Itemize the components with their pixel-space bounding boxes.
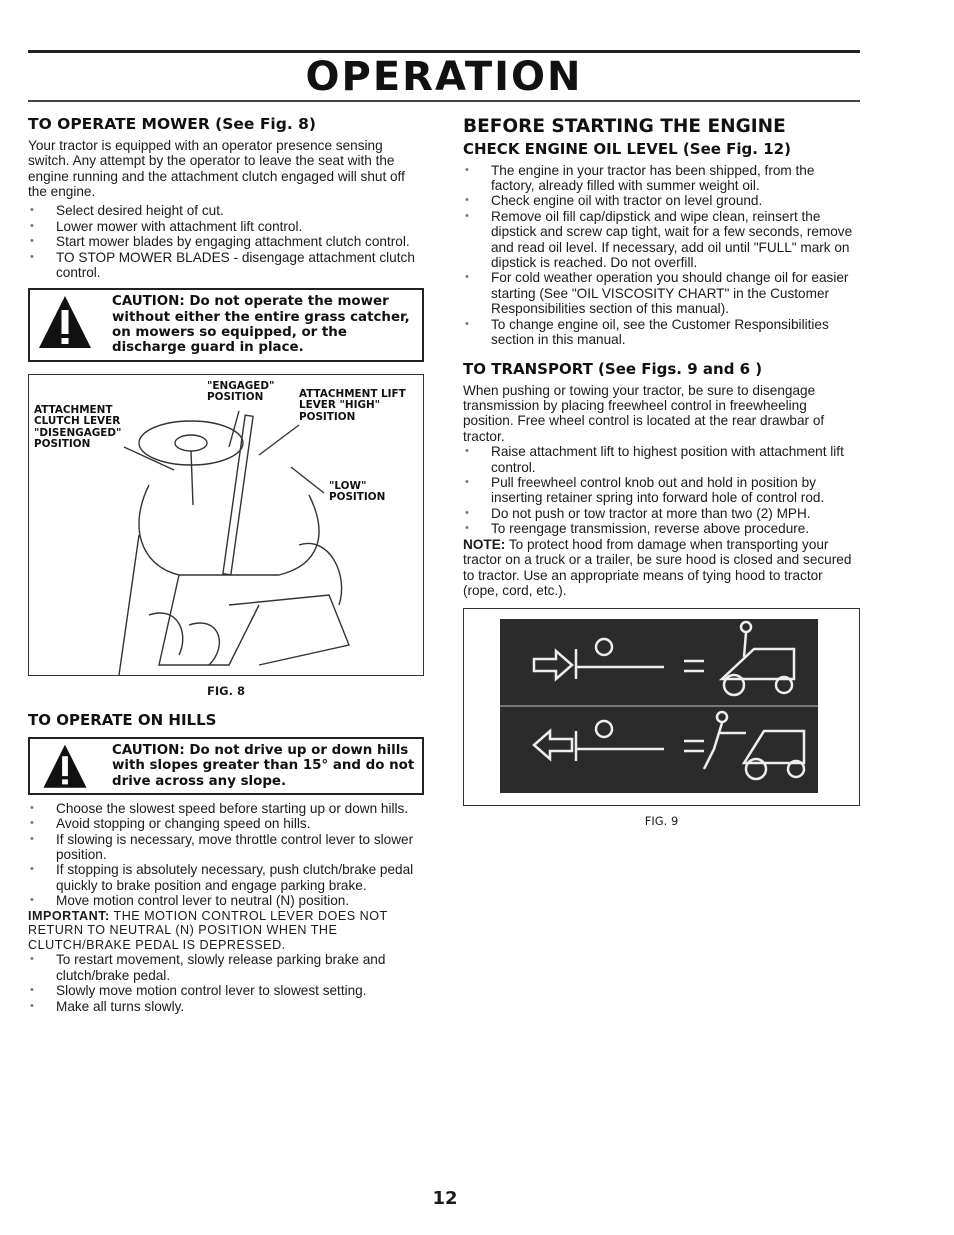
list-item: • Do not push or tow tractor at more than two (2) MPH. [463,506,860,521]
list-item: • Check engine oil with tractor on level ground. [463,193,860,208]
list-item: • Remove oil fill cap/dipstick and wipe clean, reinsert the dipstick and screw cap tight, wait for a few seconds, remove and read oil level. If necessary, add oil until "FULL" mark on dipstick is reached. Do not overfill. [463,209,860,271]
list-item: • TO STOP MOWER BLADES - disengage attachment clutch control. [28,250,424,281]
freewheel-diagram-icon [464,609,859,805]
list-item: • If slowing is necessary, move throttle control lever to slower position. [28,832,424,863]
oil-bullets [463,163,860,348]
list-item: • Avoid stopping or changing speed on hills. [28,816,424,831]
check-oil-subheading: CHECK ENGINE OIL LEVEL (See Fig. 12) [463,140,791,159]
mower-caution-box [28,288,424,361]
list-item: • To change engine oil, see the Customer Responsibilities section in this manual. [463,317,860,348]
hills-bullets-2 [28,952,424,1014]
fig9-illustration [463,608,860,806]
fig9-caption: FIG. 9 [644,814,679,829]
transport-intro: When pushing or towing your tractor, be sure to disengage transmission by placing freewheel control in freewheeling position. Free wheel control is located at the rear drawbar of tractor. [463,382,825,444]
left-column [28,116,424,1014]
fig8-caption: FIG. 8 [207,683,245,698]
hills-heading: TO OPERATE ON HILLS [28,710,217,729]
before-starting-heading: BEFORE STARTING THE ENGINE [463,116,786,137]
title-underline [28,100,860,102]
lift-lever-label: ATTACHMENT LIFT LEVER "HIGH" POSITION [299,387,406,423]
mower-bullets [28,203,424,280]
mower-heading: TO OPERATE MOWER (See Fig. 8) [28,115,316,133]
hills-bullets [28,801,424,909]
transport-bullets [463,444,860,536]
important-text: THE MOTION CONTROL LEVER DOES NOT RETURN TO NEUTRAL (N) POSITION WHEN THE CLUTCH/BRAKE PEDAL IS DEPRESSED. [28,908,388,952]
transport-heading: TO TRANSPORT (See Figs. 9 and 6 ) [463,360,763,379]
right-column [463,116,860,828]
top-rule [28,50,860,53]
important-note [28,909,424,953]
list-item: • Choose the slowest speed before starting up or down hills. [28,801,424,816]
list-item: • Raise attachment lift to highest position with attachment lift control. [463,444,860,475]
mower-intro: Your tractor is equipped with an operator presence sensing switch. Any attempt by the operator to leave the seat with the engine running and the attachment clutch engaged will shut off the engine. [28,137,405,200]
warning-triangle-icon [30,290,100,352]
note-text: To protect hood from damage when transporting your tractor on a truck or a trailer, be sure hood is closed and secured to tractor. Use an appropriate means of tying hood to tractor (rope, cord, etc.). [463,536,852,598]
list-item: • Lower mower with attachment lift control. [28,219,424,234]
list-item: • Start mower blades by engaging attachment clutch control. [28,234,424,249]
list-item: • Slowly move motion control lever to slowest setting. [28,983,424,998]
mower-caution-text: CAUTION: Do not operate the mower without either the entire grass catcher, on mowers so equipped, or the discharge guard in place. [112,294,410,356]
list-item: • The engine in your tractor has been shipped, from the factory, already filled with summer weight oil. [463,163,860,194]
hills-caution-box [28,737,424,795]
warning-triangle-icon [30,739,100,791]
page-title: OPERATION [305,54,583,100]
list-item: • Make all turns slowly. [28,999,424,1014]
list-item: • To reengage transmission, reverse above procedure. [463,521,860,536]
list-item: • Move motion control lever to neutral (N) position. [28,893,424,908]
list-item: • Pull freewheel control knob out and hold in position by inserting retainer spring into forward hole of control rod. [463,475,860,506]
fig8-illustration [28,374,424,676]
transport-note [463,537,860,599]
clutch-lever-label: ATTACHMENT CLUTCH LEVER "DISENGAGED" POSITION [34,403,122,451]
list-item: • For cold weather operation you should change oil for easier starting (See "OIL VISCOSITY CHART" in the Customer Responsibilities section of this manual). [463,270,860,316]
important-label: IMPORTANT: [28,908,110,923]
engaged-position-label: "ENGAGED" POSITION [207,379,275,404]
hills-caution-text: CAUTION: Do not drive up or down hills with slopes greater than 15° and do not drive across any slope. [112,742,415,789]
page-number: 12 [432,1188,458,1209]
list-item: • To restart movement, slowly release parking brake and clutch/brake pedal. [28,952,424,983]
list-item: • If stopping is absolutely necessary, push clutch/brake pedal quickly to brake position and engage parking brake. [28,862,424,893]
note-label: NOTE: [463,536,506,552]
low-position-label: "LOW" POSITION [329,479,386,504]
list-item: • Select desired height of cut. [28,203,424,218]
